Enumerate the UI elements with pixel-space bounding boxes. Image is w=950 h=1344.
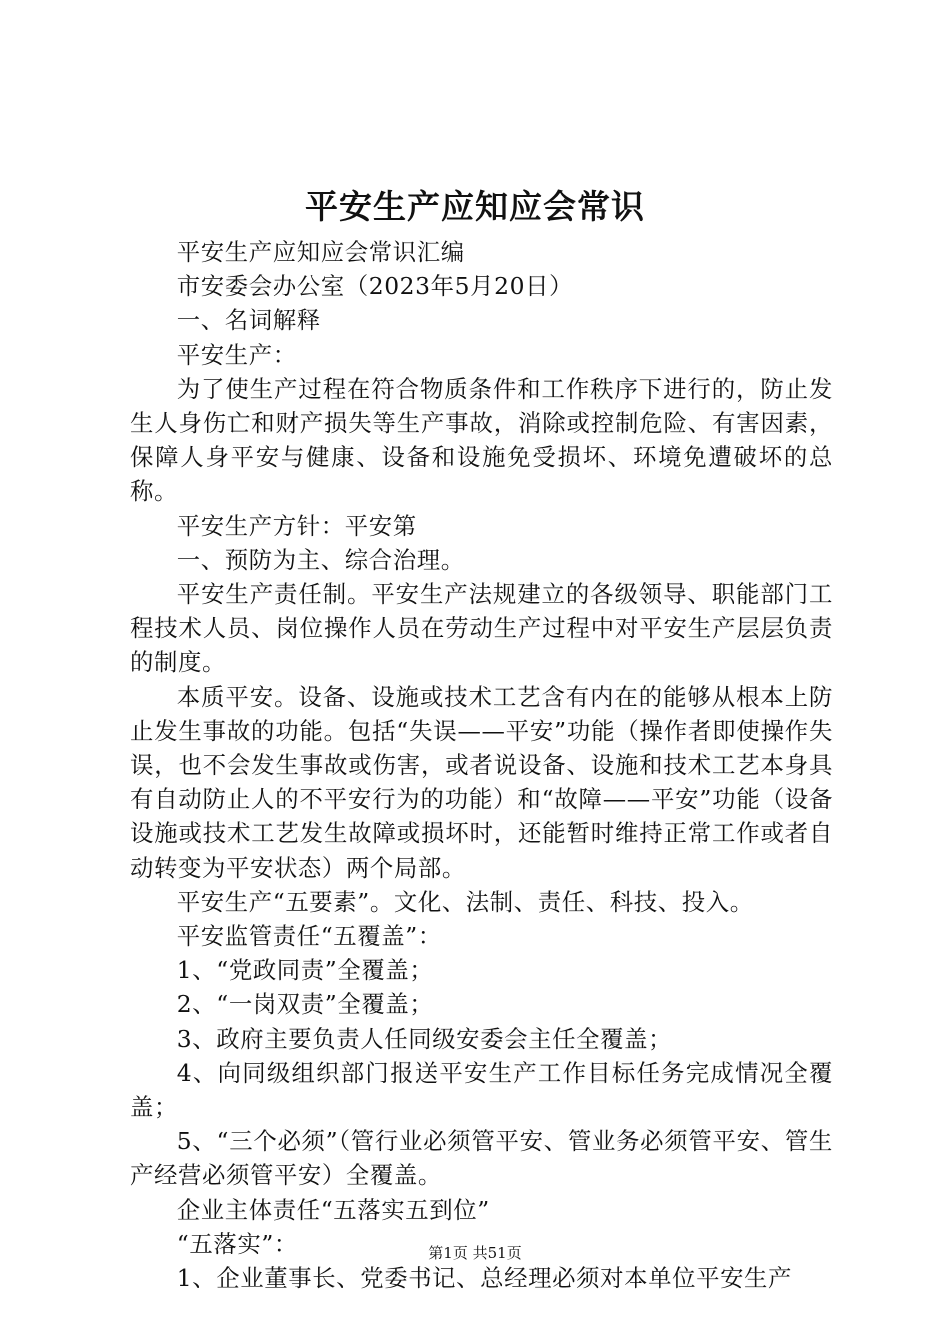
- paragraph: 市安委会办公室（2023年5月20日）: [176, 272, 574, 301]
- document-title: 平安生产应知应会常识: [305, 187, 645, 226]
- paragraph: 一、预防为主、综合治理。: [176, 545, 465, 574]
- paragraph: 平安生产应知应会常识汇编: [176, 238, 465, 266]
- page-footer: 第1页 共51页: [428, 1244, 522, 1262]
- paragraph: 本质平安。设备、设施或技术工艺含有内在的能够从根本上防止发生事故的功能。包括“失误——平安”功能（操作者即使操作失误，也不会发生事故或伤害，或者说设备、设施和技术工艺本身具有自动防止人的不平安行为的功能）和“故障——平安”功能（设备设施或技术工艺发生故障或损坏时，还能暂时维持正常工作或者自动转变为平安状态）两个局部。: [130, 682, 833, 882]
- list-item: 3、政府主要负责人任同级安委会主任全覆盖；: [176, 1024, 673, 1053]
- paragraph: 平安监管责任“五覆盖”：: [176, 922, 442, 951]
- list-item: 4、向同级组织部门报送平安生产工作目标任务完成情况全覆盖；: [130, 1058, 833, 1122]
- list-item: 1、企业董事长、党委书记、总经理必须对本单位平安生产: [176, 1264, 793, 1293]
- paragraph: 平安生产责任制。平安生产法规建立的各级领导、职能部门工程技术人员、岗位操作人员在劳动生产过程中对平安生产层层负责的制度。: [130, 580, 833, 677]
- paragraph: 平安生产：: [176, 340, 297, 369]
- section-heading: 一、名词解释: [176, 306, 321, 335]
- paragraph: 平安生产方针：平安第: [176, 511, 417, 540]
- paragraph: 平安生产“五要素”。文化、法制、责任、科技、投入。: [176, 887, 754, 916]
- paragraph: 为了使生产过程在符合物质条件和工作秩序下进行的，防止发生人身伤亡和财产损失等生产事故，消除或控制危险、有害因素，保障人身平安与健康、设备和设施免受损坏、环境免遭破坏的总称。: [130, 374, 833, 506]
- paragraph: “五落实”：: [176, 1229, 298, 1258]
- paragraph: 企业主体责任“五落实五到位”: [176, 1195, 490, 1224]
- list-item: 1、“党政同责”全覆盖；: [176, 956, 434, 985]
- list-item: 2、“一岗双责”全覆盖；: [176, 990, 434, 1019]
- document-body: [130, 235, 833, 1295]
- list-item: 5、“三个必须”（管行业必须管平安、管业务必须管平安、管生产经营必须管平安）全覆盖。: [130, 1127, 833, 1190]
